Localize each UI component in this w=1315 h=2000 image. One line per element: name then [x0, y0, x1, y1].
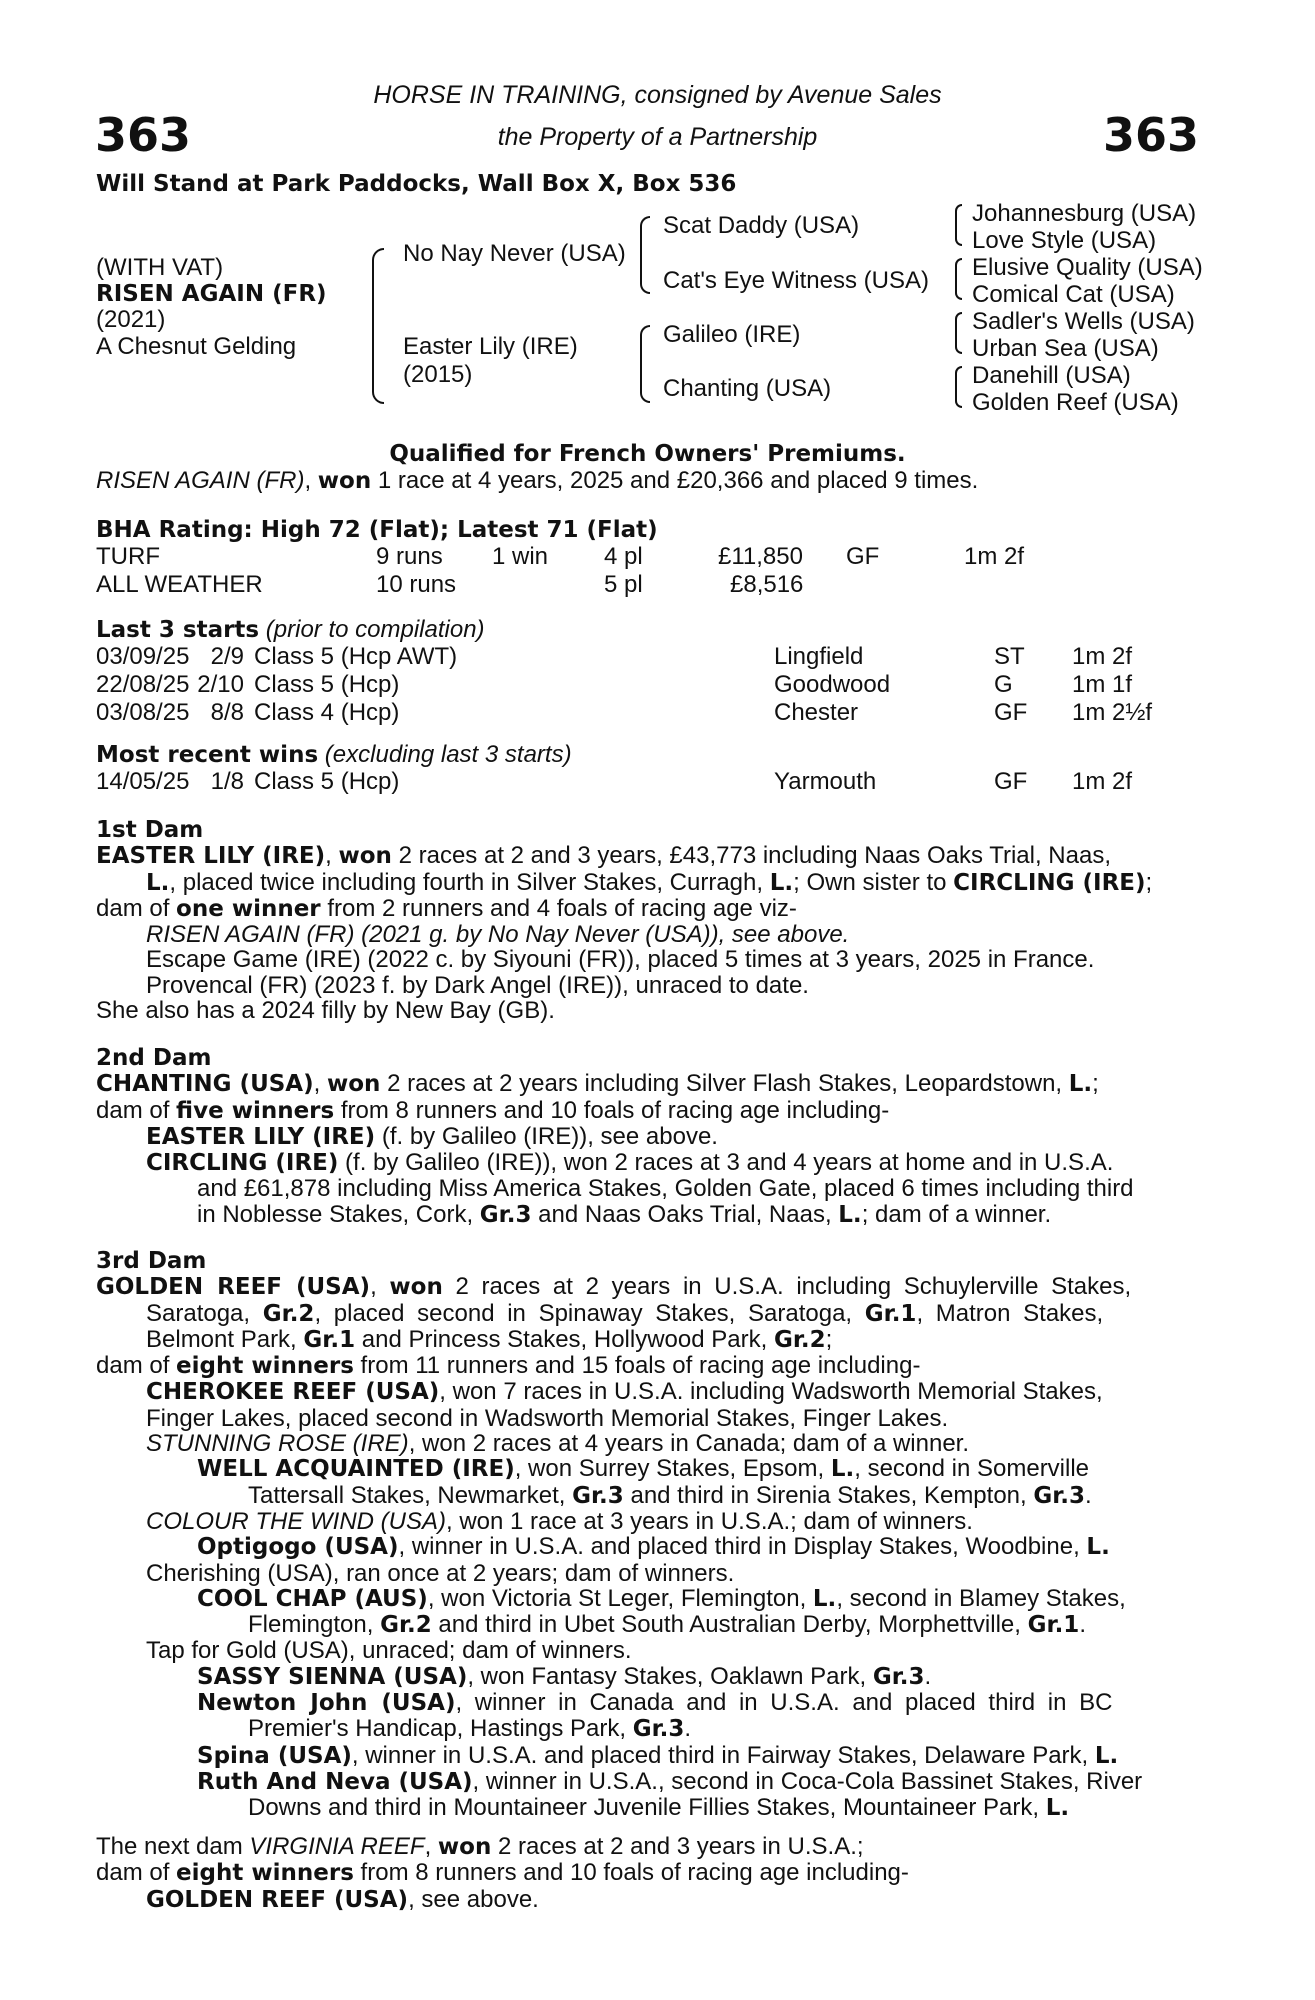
- produce-name: EASTER LILY (IRE): [146, 1123, 376, 1150]
- pedigree-brace-g12: [955, 204, 962, 246]
- header-consignor: HORSE IN TRAINING, consigned by Avenue Sales: [373, 81, 942, 109]
- bha-going: GF: [846, 543, 880, 570]
- start-date: 22/08/25: [96, 671, 190, 698]
- text-span: Saratoga,: [146, 1299, 263, 1327]
- second-dam-section: [96, 1046, 1134, 1228]
- first-dam-title: 1st Dam: [96, 817, 204, 843]
- start-race: Class 4 (Hcp): [254, 699, 400, 726]
- start-course: Lingfield: [774, 643, 864, 670]
- bha-distance: 1m 2f: [964, 543, 1025, 570]
- first-dam-line: [96, 870, 1152, 896]
- lot-number-left: 363: [95, 108, 192, 162]
- second-dam-produce-cont: [96, 1202, 1134, 1228]
- text-span: , winner in Canada and in U.S.A. and placed third in BC: [455, 1689, 1113, 1717]
- text-span: , won Victoria St Leger, Flemington,: [427, 1584, 813, 1612]
- bha-distance: [964, 571, 1024, 599]
- text-span: from 8 runners and 10 foals of racing age including-: [334, 1096, 890, 1124]
- listed-label: L.: [146, 869, 170, 896]
- bha-placed: 5 pl: [604, 571, 643, 598]
- group-label: Gr.2: [380, 1612, 432, 1639]
- first-dam-produce: RISEN AGAIN (FR) (2021 g. by No Nay Never (USA)), see above.: [146, 921, 850, 949]
- last3-heading: [96, 617, 485, 643]
- pedigree-brace-main: [372, 248, 384, 404]
- text-span: Belmont Park,: [146, 1325, 304, 1353]
- start-going: ST: [994, 643, 1025, 670]
- produce-name: WELL ACQUAINTED (IRE): [197, 1456, 515, 1483]
- produce-name: Optigogo (USA): [197, 1534, 399, 1561]
- lot-number-right: 363: [1102, 108, 1199, 162]
- text-span: .: [1079, 1611, 1086, 1639]
- text-span: , winner in U.S.A., second in Coca-Cola Bassinet Stakes, River: [472, 1767, 1143, 1795]
- text-span: .: [1085, 1481, 1092, 1509]
- horse-description: A Chesnut Gelding: [96, 333, 297, 360]
- dam-name: EASTER LILY (IRE): [96, 843, 326, 870]
- win-course: Yarmouth: [774, 768, 877, 795]
- start-race: Class 5 (Hcp AWT): [254, 643, 458, 670]
- group-label: Gr.3: [1033, 1482, 1086, 1509]
- text-span: 2 races at 2 and 3 years, £43,773 including Naas Oaks Trial, Naas,: [391, 842, 1111, 870]
- third-dam-produce-cont: Finger Lakes, placed second in Wadsworth Memorial Stakes, Finger Lakes.: [146, 1404, 949, 1432]
- pedigree-g5: Sadler's Wells (USA): [972, 308, 1195, 335]
- start-going: GF: [994, 699, 1028, 726]
- group-label: Gr.2: [773, 1326, 826, 1353]
- start-race: Class 5 (Hcp): [254, 671, 400, 698]
- third-dam-title: 3rd Dam: [96, 1248, 207, 1274]
- third-dam-grandproduce: [96, 1586, 1196, 1612]
- text-span: ; Own sister to: [793, 868, 954, 896]
- winners-count: one winner: [176, 895, 321, 922]
- pedigree-sire-sire: Scat Daddy (USA): [663, 212, 860, 239]
- text-span: Flemington,: [248, 1611, 381, 1639]
- pedigree-g4: Comical Cat (USA): [972, 281, 1175, 308]
- bha-table: [96, 543, 1024, 599]
- won-label: won: [338, 843, 392, 870]
- bha-runs: 9 runs: [376, 543, 443, 570]
- recent-wins-table: [96, 768, 1132, 796]
- third-dam-line: [96, 1327, 1196, 1353]
- text-span: and third in Ubet South Australian Derby, Morphettville,: [431, 1611, 1028, 1639]
- text-span: 2 races at 2 years in U.S.A. including Schuylerville Stakes,: [442, 1273, 1132, 1301]
- next-dam-section: [96, 1834, 909, 1913]
- text-span: 2 races at 2 and 3 years in U.S.A.;: [491, 1833, 864, 1860]
- text-span: The next dam: [96, 1833, 250, 1860]
- group-label: Gr.3: [572, 1482, 624, 1509]
- first-dam-produce: Provencal (FR) (2023 f. by Dark Angel (IRE)), unraced to date.: [146, 971, 809, 999]
- listed-label: L.: [838, 1201, 862, 1228]
- third-dam-line: [96, 1353, 1196, 1379]
- pedigree-dam-year: (2015): [403, 361, 473, 388]
- recent-win-row: [96, 768, 1132, 796]
- win-going: GF: [994, 768, 1028, 795]
- winners-count: eight winners: [176, 1860, 354, 1887]
- text-span: .: [684, 1715, 692, 1743]
- text-span: ;: [1092, 1070, 1099, 1098]
- third-dam-produce: [96, 1379, 1196, 1405]
- last3-note: (prior to compilation): [259, 616, 485, 643]
- third-dam-produce: [96, 1509, 1196, 1534]
- start-distance: 1m 2f: [1072, 643, 1133, 670]
- pedigree-g6: Urban Sea (USA): [972, 335, 1159, 362]
- text-span: from 8 runners and 10 foals of racing age including-: [353, 1859, 909, 1887]
- start-course: Goodwood: [774, 671, 891, 698]
- bha-prize: £11,850: [718, 543, 803, 570]
- text-span: ,: [424, 1833, 438, 1860]
- summary-text: 1 race at 4 years, 2025 and £20,366 and placed 9 times.: [371, 467, 979, 494]
- text-span: and third in Sirenia Stakes, Kempton,: [623, 1481, 1034, 1509]
- text-span: , see above.: [408, 1885, 539, 1913]
- produce-name: CHEROKEE REEF (USA): [146, 1379, 440, 1406]
- group-label: Gr.1: [303, 1326, 356, 1353]
- group-label: Gr.3: [632, 1716, 685, 1743]
- dam-name: GOLDEN REEF (USA): [96, 1274, 371, 1301]
- start-course: Chester: [774, 699, 859, 726]
- text-span: , won 7 races in U.S.A. including Wadsworth Memorial Stakes,: [439, 1378, 1103, 1406]
- pedigree-g3: Elusive Quality (USA): [972, 254, 1203, 281]
- text-span: and Princess Stakes, Hollywood Park,: [355, 1325, 774, 1353]
- winners-count: five winners: [176, 1097, 335, 1124]
- text-span: , placed twice including fourth in Silver Stakes, Curragh,: [169, 868, 770, 896]
- third-dam-line: [96, 1274, 1196, 1300]
- third-dam-produce: Cherishing (USA), ran once at 2 years; dam of winners.: [146, 1559, 735, 1587]
- text-span: (f. by Galileo (IRE)), won 2 races at 3 and 4 years at home and in U.S.A.: [338, 1149, 1114, 1177]
- produce-name: Newton John (USA): [197, 1690, 456, 1717]
- pedigree-g7: Danehill (USA): [972, 362, 1131, 389]
- text-span: (f. by Galileo (IRE)), see above.: [375, 1122, 718, 1150]
- last3-table: [96, 643, 1152, 727]
- produce-name: Ruth And Neva (USA): [197, 1768, 473, 1795]
- win-distance: 1m 2f: [1072, 768, 1133, 795]
- sibling-name: CIRCLING (IRE): [953, 869, 1146, 896]
- pedigree-dam: Easter Lily (IRE): [403, 333, 578, 360]
- text-span: ,: [325, 842, 339, 870]
- bha-surface: TURF: [96, 543, 160, 570]
- won-label: won: [437, 1834, 492, 1860]
- group-label: Gr.1: [864, 1300, 917, 1327]
- next-dam-line: [96, 1860, 909, 1886]
- produce-name: STUNNING ROSE (IRE): [146, 1430, 409, 1458]
- text-span: and Naas Oaks Trial, Naas,: [531, 1200, 839, 1228]
- text-span: dam of: [96, 894, 177, 922]
- text-span: ,: [370, 1273, 390, 1301]
- listed-label: L.: [1094, 1742, 1119, 1769]
- text-span: .: [924, 1662, 932, 1690]
- pedigree-g8: Golden Reef (USA): [972, 389, 1179, 416]
- third-dam-produce: [96, 1431, 1196, 1456]
- stand-location: Will Stand at Park Paddocks, Wall Box X, Box 536: [96, 171, 737, 197]
- pedigree-g2: Love Style (USA): [972, 227, 1157, 254]
- first-dam-section: [96, 818, 1152, 1023]
- first-dam-line: [96, 896, 1152, 922]
- horse-year: (2021): [96, 306, 166, 333]
- recent-wins-title: Most recent wins: [96, 742, 319, 768]
- dam-name: CHANTING (USA): [96, 1071, 314, 1098]
- third-dam-grandproduce: [96, 1534, 1196, 1560]
- pedigree-brace-g78: [955, 366, 962, 408]
- text-span: from 11 runners and 15 foals of racing age including-: [353, 1352, 921, 1380]
- third-dam-grandproduce: [96, 1769, 1196, 1795]
- last3-title: Last 3 starts: [96, 617, 260, 643]
- third-dam-grandproduce-cont: [96, 1795, 1196, 1821]
- text-span: ;: [1145, 868, 1153, 896]
- pedigree-brace-dam: [640, 325, 650, 403]
- win-race: Class 5 (Hcp): [254, 768, 400, 795]
- produce-name: SASSY SIENNA (USA): [197, 1663, 468, 1690]
- second-dam-line: [96, 1071, 1134, 1097]
- listed-label: L.: [1045, 1795, 1070, 1822]
- start-going: G: [994, 671, 1013, 698]
- text-span: in Noblesse Stakes, Cork,: [197, 1200, 480, 1228]
- start-position: 2/10: [197, 671, 244, 698]
- second-dam-line: [96, 1098, 1134, 1124]
- pedigree-dam-dam: Chanting (USA): [663, 375, 832, 402]
- group-label: Gr.3: [872, 1663, 925, 1690]
- start-position: 2/9: [210, 643, 244, 670]
- bha-rating-title: BHA Rating: High 72 (Flat); Latest 71 (Flat): [96, 517, 658, 543]
- won-label: won: [389, 1274, 443, 1301]
- listed-label: L.: [1068, 1071, 1093, 1098]
- summary-horse-name: RISEN AGAIN (FR): [96, 467, 305, 494]
- second-dam-produce: [96, 1124, 1134, 1150]
- win-date: 14/05/25: [96, 768, 190, 795]
- third-dam-produce: Tap for Gold (USA), unraced; dam of winners.: [146, 1637, 632, 1665]
- recent-wins-note: (excluding last 3 starts): [318, 741, 572, 768]
- group-label: Gr.3: [479, 1201, 532, 1228]
- text-span: Tattersall Stakes, Newmarket,: [248, 1481, 573, 1509]
- text-span: , second in Somerville: [854, 1455, 1090, 1483]
- first-dam-produce: Escape Game (IRE) (2022 c. by Siyouni (FR)), placed 5 times at 3 years, 2025 in France.: [146, 946, 1095, 974]
- text-span: , won 2 races at 4 years in Canada; dam of a winner.: [408, 1430, 969, 1458]
- summary-won: won: [317, 468, 372, 494]
- bha-prize: £8,516: [730, 571, 804, 598]
- dam-name: VIRGINIA REEF: [249, 1833, 425, 1860]
- third-dam-grandproduce: [96, 1664, 1196, 1690]
- produce-name: COOL CHAP (AUS): [197, 1585, 428, 1612]
- pedigree-brace-g56: [955, 312, 962, 354]
- text-span: ,: [313, 1070, 327, 1098]
- next-dam-line: [96, 1834, 909, 1860]
- horse-name: RISEN AGAIN (FR): [96, 281, 327, 307]
- start-position: 8/8: [210, 699, 244, 726]
- race-summary: RISEN AGAIN (FR), won 1 race at 4 years, 2025 and £20,366 and placed 9 times.: [96, 467, 979, 494]
- third-dam-section: [96, 1249, 1196, 1822]
- bha-wins: [492, 571, 604, 599]
- text-span: dam of: [96, 1096, 177, 1124]
- text-span: , winner in U.S.A. and placed third in Fairway Stakes, Delaware Park,: [351, 1741, 1095, 1769]
- text-span: , won Fantasy Stakes, Oaklawn Park,: [467, 1662, 873, 1690]
- header-property: the Property of a Partnership: [497, 123, 818, 151]
- first-dam-note: She also has a 2024 filly by New Bay (GB).: [96, 997, 555, 1025]
- bha-wins: 1 win: [492, 543, 549, 570]
- text-span: , won 1 race at 3 years in U.S.A.; dam of winners.: [446, 1507, 973, 1535]
- second-dam-produce-cont: and £61,878 including Miss America Stakes, Golden Gate, placed 6 times including third: [197, 1175, 1134, 1203]
- third-dam-grandproduce-cont: [96, 1612, 1196, 1638]
- pedigree-dam-sire: Galileo (IRE): [663, 321, 801, 348]
- bha-going: [846, 571, 964, 599]
- text-span: from 2 runners and 4 foals of racing age viz-: [320, 894, 797, 922]
- text-span: Premier's Handicap, Hastings Park,: [248, 1715, 633, 1743]
- bha-runs: 10 runs: [376, 571, 457, 598]
- text-span: 2 races at 2 years including Silver Flash Stakes, Leopardstown,: [380, 1070, 1069, 1098]
- text-span: dam of: [96, 1859, 177, 1887]
- text-span: Downs and third in Mountaineer Juvenile Fillies Stakes, Mountaineer Park,: [248, 1794, 1046, 1822]
- group-label: Gr.1: [1027, 1612, 1080, 1639]
- text-span: , second in Blamey Stakes,: [836, 1584, 1126, 1612]
- winners-count: eight winners: [176, 1353, 354, 1380]
- pedigree-brace-sire: [640, 216, 650, 294]
- third-dam-grandproduce: [96, 1456, 1196, 1482]
- third-dam-grandproduce: [96, 1690, 1196, 1716]
- group-label: Gr.2: [262, 1300, 315, 1327]
- listed-label: L.: [769, 869, 794, 896]
- pedigree-g1: Johannesburg (USA): [972, 200, 1197, 227]
- second-dam-title: 2nd Dam: [96, 1045, 212, 1071]
- listed-label: L.: [830, 1456, 855, 1483]
- start-distance: 1m 2½f: [1072, 699, 1153, 726]
- bha-surface: ALL WEATHER: [96, 571, 263, 598]
- start-date: 03/08/25: [96, 699, 190, 726]
- text-span: , placed second in Spinaway Stakes, Saratoga,: [314, 1299, 865, 1327]
- start-distance: 1m 1f: [1072, 671, 1133, 698]
- vat-label: (WITH VAT): [96, 254, 224, 281]
- produce-name: GOLDEN REEF (USA): [146, 1886, 409, 1913]
- french-premiums-note: Qualified for French Owners' Premiums.: [389, 441, 906, 467]
- last3-row: [96, 699, 1152, 727]
- bha-placed: 4 pl: [604, 543, 643, 570]
- pedigree-sire-dam: Cat's Eye Witness (USA): [663, 267, 929, 294]
- pedigree-sire: No Nay Never (USA): [403, 240, 626, 267]
- produce-name: COLOUR THE WIND (USA): [146, 1507, 446, 1535]
- recent-wins-heading: [96, 742, 572, 768]
- listed-label: L.: [1086, 1534, 1110, 1561]
- bha-row-all-weather: [96, 571, 1024, 599]
- pedigree-brace-g34: [955, 258, 962, 300]
- text-span: ;: [825, 1325, 833, 1353]
- text-span: dam of: [96, 1352, 177, 1380]
- third-dam-grandproduce: [96, 1743, 1196, 1769]
- next-dam-produce: [96, 1887, 909, 1913]
- text-span: , Matron Stakes,: [916, 1299, 1104, 1327]
- text-span: , won Surrey Stakes, Epsom,: [514, 1455, 831, 1483]
- produce-name: Spina (USA): [197, 1742, 352, 1769]
- win-position: 1/8: [210, 768, 244, 795]
- won-label: won: [326, 1071, 381, 1098]
- start-date: 03/09/25: [96, 643, 190, 670]
- text-span: , winner in U.S.A. and placed third in Display Stakes, Woodbine,: [398, 1533, 1087, 1561]
- listed-label: L.: [812, 1585, 837, 1612]
- third-dam-grandproduce-cont: [96, 1483, 1196, 1509]
- bha-row-turf: [96, 543, 1024, 571]
- third-dam-line: [96, 1301, 1196, 1327]
- produce-name: CIRCLING (IRE): [146, 1150, 339, 1177]
- last3-row: [96, 671, 1152, 699]
- last3-row: [96, 643, 1152, 671]
- third-dam-grandproduce-cont: [96, 1716, 1196, 1742]
- second-dam-produce: [96, 1150, 1134, 1176]
- first-dam-line: [96, 843, 1152, 869]
- text-span: ; dam of a winner.: [861, 1200, 1052, 1228]
